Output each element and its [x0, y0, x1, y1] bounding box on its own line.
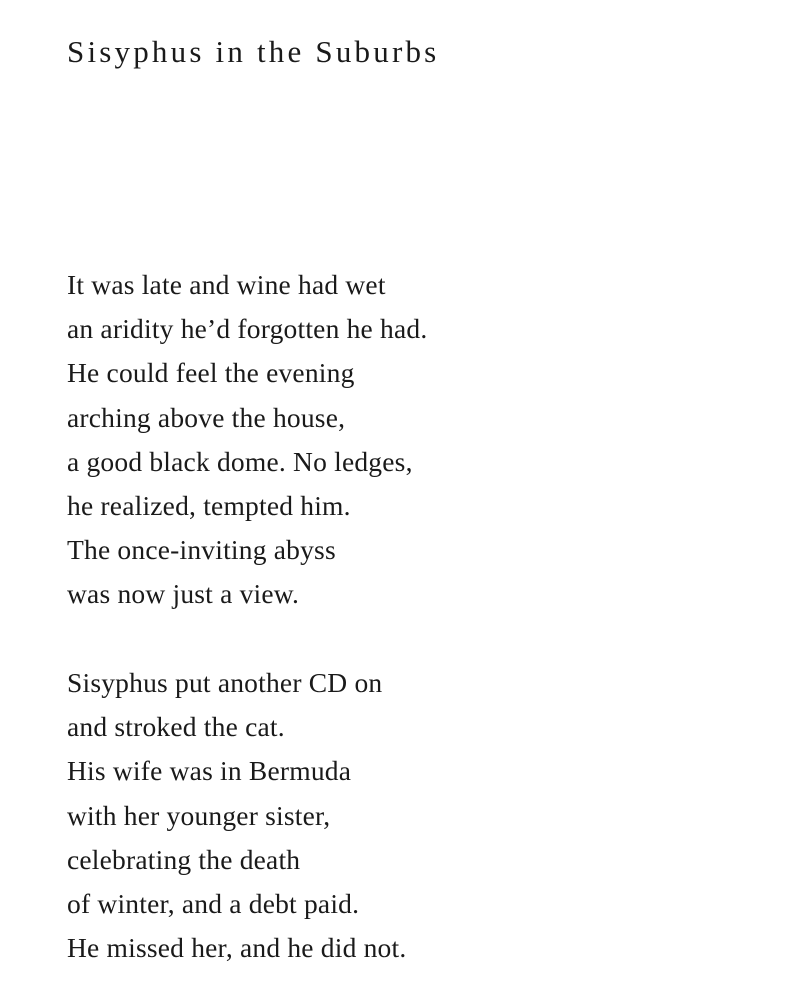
poem-line: he realized, tempted him. — [67, 489, 351, 521]
poem-title: Sisyphus in the Suburbs — [67, 34, 440, 69]
poem-line: an aridity he’d forgotten he had. — [67, 313, 428, 345]
poem-line: The once-inviting abyss — [67, 534, 336, 566]
poem-line: of winter, and a debt paid. — [67, 887, 360, 919]
poem-line: His wife was in Bermuda — [67, 755, 352, 787]
poem-line: He could feel the evening — [67, 357, 355, 389]
poem-line: with her younger sister, — [67, 799, 331, 831]
stanza-2 — [67, 661, 406, 970]
stanza-1 — [67, 263, 427, 617]
poem-line: was now just a view. — [67, 578, 300, 610]
poem-line: It was late and wine had wet — [67, 269, 386, 300]
poem-line: arching above the house, — [67, 401, 346, 433]
poem-line: Sisyphus put another CD on — [67, 667, 383, 698]
poem-line: He missed her, and he did not. — [67, 932, 407, 964]
poem-line: and stroked the cat. — [67, 711, 285, 743]
poem-line: a good black dome. No ledges, — [67, 445, 413, 477]
poem-line: celebrating the death — [67, 843, 301, 875]
